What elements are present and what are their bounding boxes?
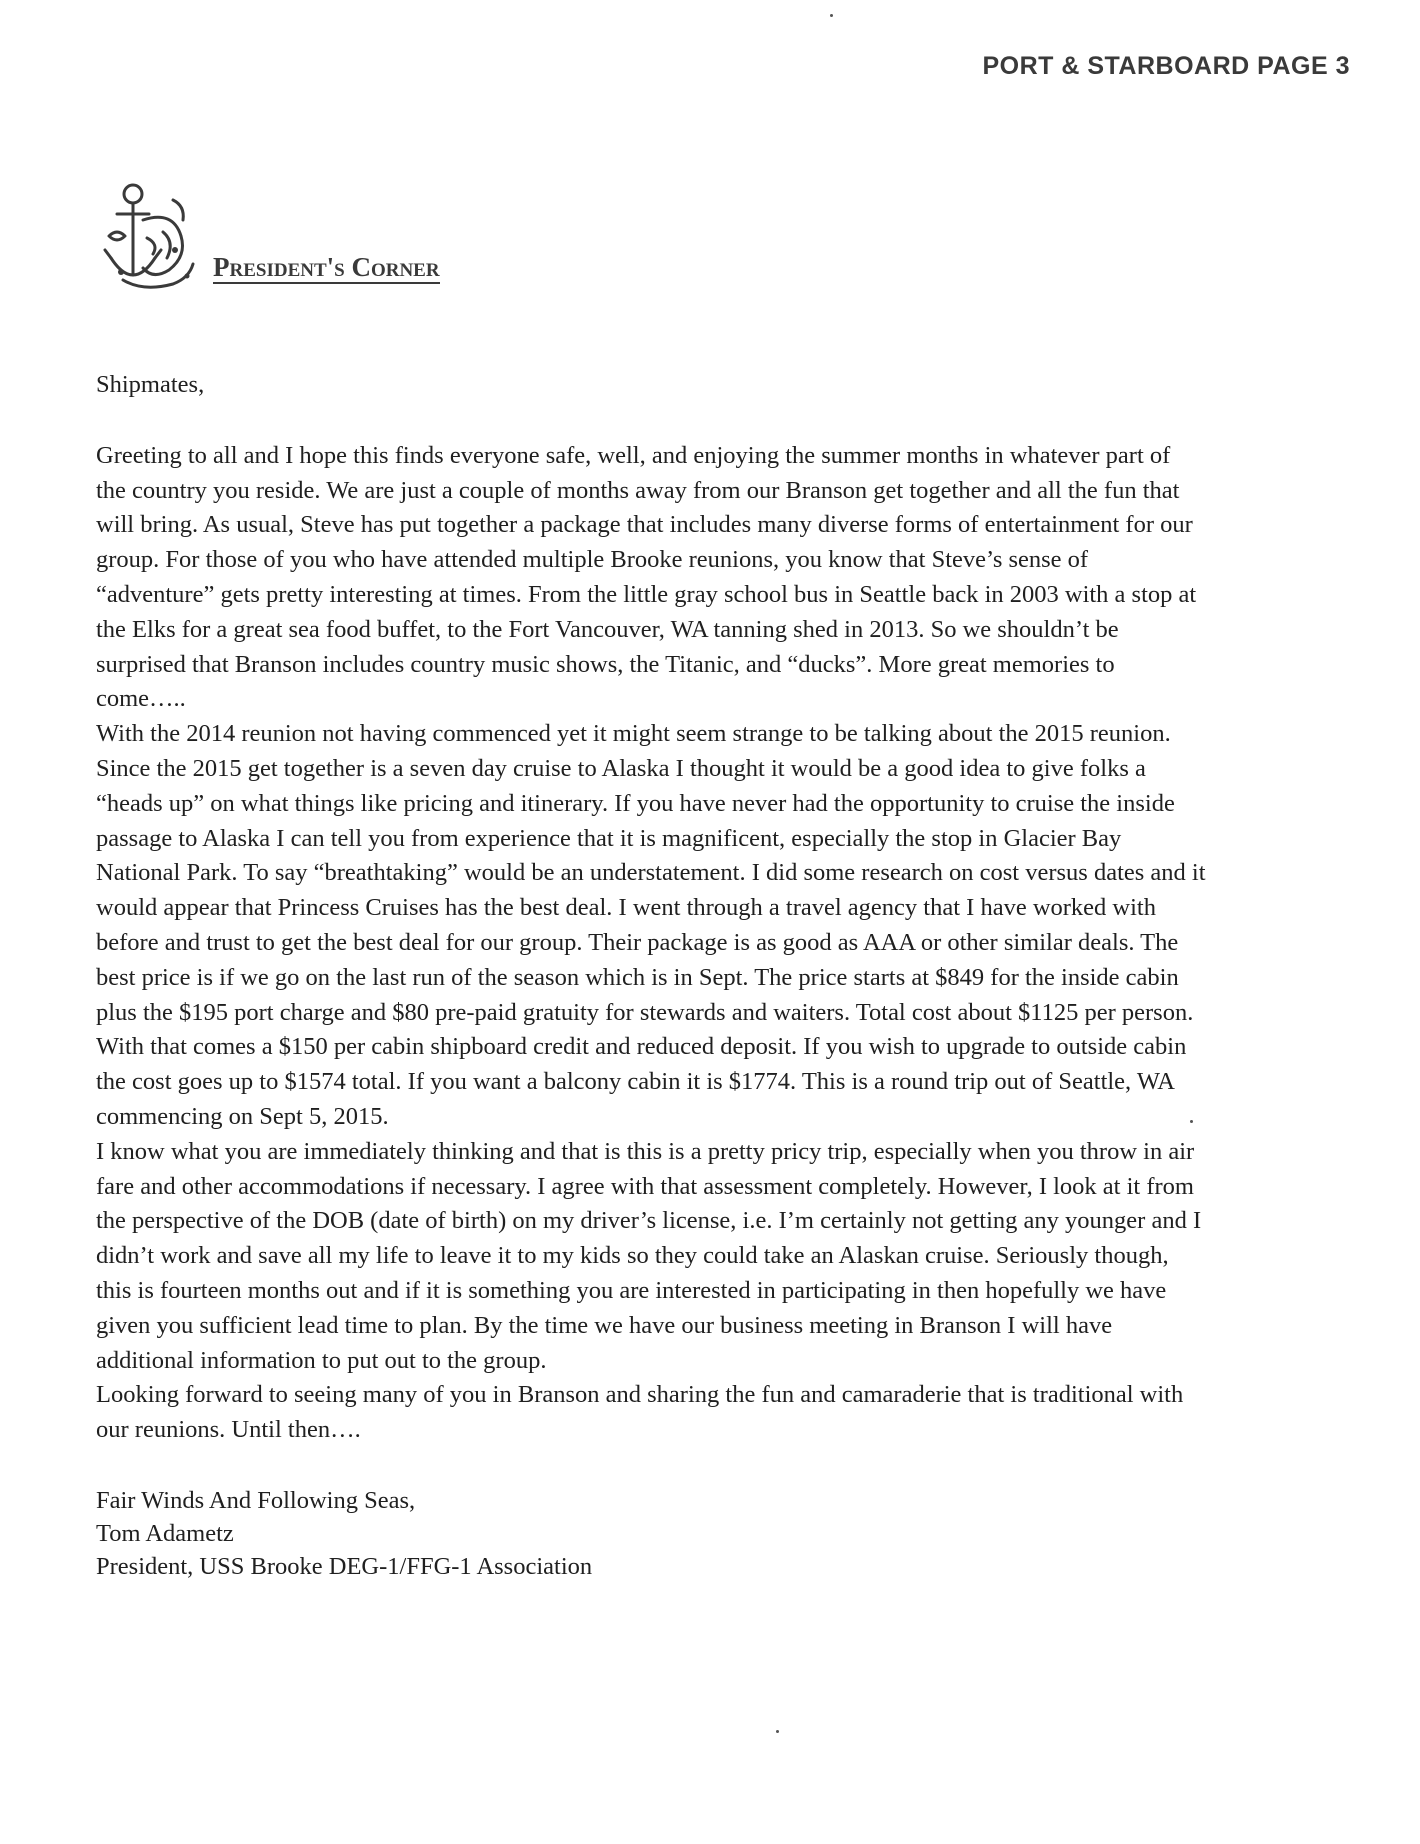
letter-paragraph-3: I know what you are immediately thinking and that is this is a pretty pricy trip, especially when you throw in air fare and other accommodations if necessary. I agree with that assessment completely. However, I look at it from the perspective of the DOB (date of birth) on my driver’s license, i.e. I’m certainly not getting any younger and I didn’t work and save all my life to leave it to my kids so they could take an Alaskan cruise. Seriously though, this is fourteen months out and if it is something you are interested in participating in then hopefully we have given you sufficient lead time to plan. By the time we have our business meeting in Branson I will have additional information to put out to the group. [96, 1137, 1202, 1374]
page-header: PORT & STARBOARD PAGE 3 [982, 52, 1350, 80]
closing-line: Fair Winds And Following Seas, [96, 1486, 416, 1514]
letter-paragraph-2: With the 2014 reunion not having commenced yet it might seem strange to be talking about the 2015 reunion. Since the 2015 get together is a seven day cruise to Alaska I thought it would be a good idea to give folks a “heads up” on what things like pricing and itinerary. If you have never had the opportunity to cruise the inside passage to Alaska I can tell you from experience that it is magnificent, especially the stop in Glacier Bay National Park. To say “breathtaking” would be an understatement. I did some research on cost versus dates and it would appear that Princess Cruises has the best deal. I went through a travel agency that I have worked with before and trust to get the best deal for our group. Their package is as good as AAA or other similar deals. The best price is if we go on the last run of the season which is in Sept. The price starts at $849 for the inside cabin plus the $195 port charge and $80 pre-paid gratuity for stewards and waiters. Total cost about $1125 per person. With that comes a $150 per cabin shipboard credit and reduced deposit. If you wish to upgrade to outside cabin the cost goes up to $1574 total. If you want a balcony cabin it is $1774. This is a round trip out of Seattle, WA commencing on Sept 5, 2015. [96, 720, 1206, 1130]
scan-speck [830, 14, 833, 17]
letter-paragraph-1: Greeting to all and I hope this finds everyone safe, well, and enjoying the summer months in whatever part of the country you reside. We are just a couple of months away from our Branson get together and all the fun that will bring. As usual, Steve has put together a package that includes many diverse forms of entertainment for our group. For those of you who have attended multiple Brooke reunions, you know that Steve’s sense of “adventure” gets pretty interesting at times. From the little gray school bus in Seattle back in 2003 with a stop at the Elks for a great sea food buffet, to the Fort Vancouver, WA tanning shed in 2013. So we shouldn’t be surprised that Branson includes country music shows, the Titanic, and “ducks”. More great memories to come….. [96, 441, 1197, 713]
scan-speck [776, 1730, 779, 1733]
scan-speck [1190, 1120, 1193, 1123]
signer-title: President, USS Brooke DEG-1/FFG-1 Association [96, 1552, 593, 1580]
letter-closing [96, 1484, 1206, 1583]
section-heading [103, 180, 440, 302]
letter-paragraph-4: Looking forward to seeing many of you in Branson and sharing the fun and camaraderie that is traditional with our reunions. Until then…. [96, 1381, 1184, 1444]
salutation: Shipmates, [96, 371, 205, 398]
signer-name: Tom Adametz [96, 1519, 234, 1547]
section-title: President's Corner [213, 252, 440, 282]
letter-body [96, 368, 1206, 1583]
anchor-crest-icon [103, 180, 199, 302]
